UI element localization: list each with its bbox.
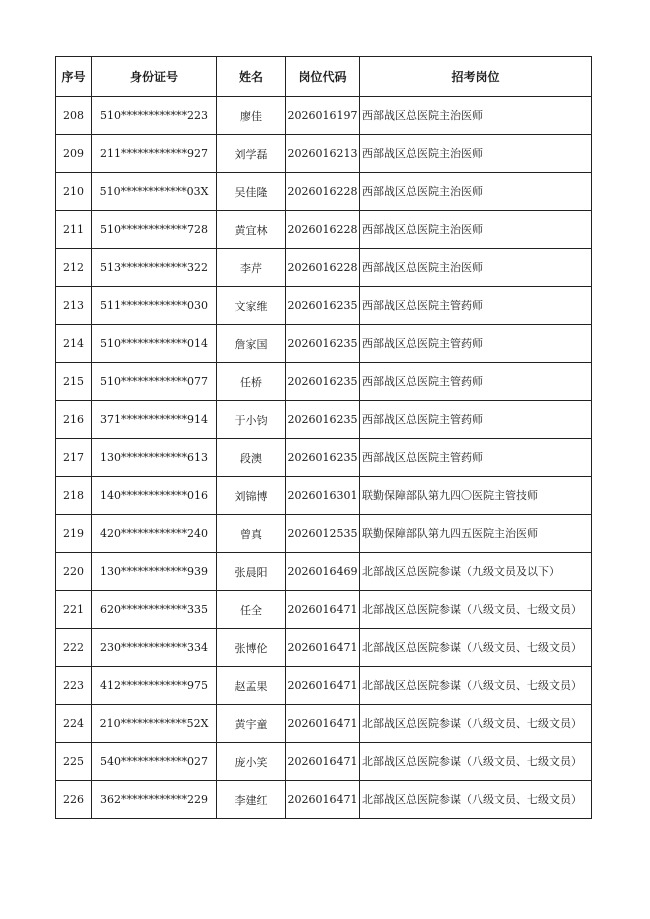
- table-header-row: [56, 57, 592, 97]
- cell-id-number: 510************03X: [92, 173, 217, 211]
- cell-name: 段澳: [217, 439, 286, 477]
- table-row: [56, 249, 592, 287]
- header-id-number: 身份证号: [92, 57, 217, 97]
- cell-name: 庞小笑: [217, 743, 286, 781]
- cell-post: 西部战区总医院主治医师: [360, 97, 592, 135]
- cell-post-code: 2026016213: [286, 135, 360, 173]
- cell-post: 西部战区总医院主管药师: [360, 287, 592, 325]
- cell-seq: 222: [56, 629, 92, 667]
- cell-post: 西部战区总医院主管药师: [360, 325, 592, 363]
- cell-post-code: 2026016471: [286, 667, 360, 705]
- cell-post-code: 2026016235: [286, 363, 360, 401]
- table-row: [56, 781, 592, 819]
- cell-name: 刘学磊: [217, 135, 286, 173]
- cell-seq: 219: [56, 515, 92, 553]
- cell-id-number: 371************914: [92, 401, 217, 439]
- cell-name: 李建红: [217, 781, 286, 819]
- candidate-table: [55, 56, 592, 819]
- cell-post-code: 2026016197: [286, 97, 360, 135]
- cell-post: 西部战区总医院主治医师: [360, 173, 592, 211]
- cell-post-code: 2026016235: [286, 287, 360, 325]
- cell-seq: 215: [56, 363, 92, 401]
- cell-post: 西部战区总医院主管药师: [360, 401, 592, 439]
- cell-post: 西部战区总医院主治医师: [360, 249, 592, 287]
- cell-name: 黄宜林: [217, 211, 286, 249]
- cell-name: 廖佳: [217, 97, 286, 135]
- cell-seq: 209: [56, 135, 92, 173]
- cell-id-number: 510************014: [92, 325, 217, 363]
- cell-name: 任桥: [217, 363, 286, 401]
- cell-id-number: 540************027: [92, 743, 217, 781]
- cell-id-number: 510************077: [92, 363, 217, 401]
- cell-id-number: 130************939: [92, 553, 217, 591]
- cell-post-code: 2026016235: [286, 401, 360, 439]
- cell-post-code: 2026016235: [286, 439, 360, 477]
- cell-id-number: 511************030: [92, 287, 217, 325]
- cell-post-code: 2026016471: [286, 781, 360, 819]
- cell-name: 张博伦: [217, 629, 286, 667]
- cell-post: 北部战区总医院参谋（八级文员、七级文员）: [360, 629, 592, 667]
- cell-post: 北部战区总医院参谋（八级文员、七级文员）: [360, 705, 592, 743]
- cell-post: 联勤保障部队第九四〇医院主管技师: [360, 477, 592, 515]
- cell-seq: 211: [56, 211, 92, 249]
- cell-name: 李芹: [217, 249, 286, 287]
- cell-post-code: 2026016471: [286, 591, 360, 629]
- cell-id-number: 510************223: [92, 97, 217, 135]
- cell-name: 吴佳隆: [217, 173, 286, 211]
- cell-seq: 212: [56, 249, 92, 287]
- cell-post: 西部战区总医院主治医师: [360, 211, 592, 249]
- table-row: [56, 439, 592, 477]
- cell-id-number: 412************975: [92, 667, 217, 705]
- table-row: [56, 705, 592, 743]
- cell-id-number: 420************240: [92, 515, 217, 553]
- cell-post: 西部战区总医院主管药师: [360, 363, 592, 401]
- cell-id-number: 140************016: [92, 477, 217, 515]
- cell-post-code: 2026016301: [286, 477, 360, 515]
- cell-seq: 223: [56, 667, 92, 705]
- header-post-code: 岗位代码: [286, 57, 360, 97]
- cell-id-number: 230************334: [92, 629, 217, 667]
- cell-seq: 208: [56, 97, 92, 135]
- table-row: [56, 135, 592, 173]
- table-row: [56, 401, 592, 439]
- table-row: [56, 211, 592, 249]
- table-row: [56, 743, 592, 781]
- cell-seq: 225: [56, 743, 92, 781]
- cell-name: 黄宇童: [217, 705, 286, 743]
- cell-seq: 226: [56, 781, 92, 819]
- cell-seq: 221: [56, 591, 92, 629]
- cell-seq: 220: [56, 553, 92, 591]
- cell-post-code: 2026016471: [286, 705, 360, 743]
- header-name: 姓名: [217, 57, 286, 97]
- table-row: [56, 97, 592, 135]
- cell-id-number: 513************322: [92, 249, 217, 287]
- cell-post-code: 2026016471: [286, 743, 360, 781]
- table-row: [56, 477, 592, 515]
- cell-post-code: 2026016471: [286, 629, 360, 667]
- cell-seq: 214: [56, 325, 92, 363]
- cell-post-code: 2026012535: [286, 515, 360, 553]
- cell-name: 詹家国: [217, 325, 286, 363]
- cell-post: 北部战区总医院参谋（八级文员、七级文员）: [360, 667, 592, 705]
- cell-post-code: 2026016235: [286, 325, 360, 363]
- cell-id-number: 211************927: [92, 135, 217, 173]
- table-row: [56, 667, 592, 705]
- cell-id-number: 510************728: [92, 211, 217, 249]
- cell-post-code: 2026016228: [286, 249, 360, 287]
- cell-post: 西部战区总医院主治医师: [360, 135, 592, 173]
- cell-name: 张晨阳: [217, 553, 286, 591]
- table-row: [56, 325, 592, 363]
- cell-id-number: 130************613: [92, 439, 217, 477]
- header-post: 招考岗位: [360, 57, 592, 97]
- cell-id-number: 210************52X: [92, 705, 217, 743]
- cell-id-number: 620************335: [92, 591, 217, 629]
- cell-name: 赵孟果: [217, 667, 286, 705]
- cell-name: 于小钧: [217, 401, 286, 439]
- cell-post: 联勤保障部队第九四五医院主治医师: [360, 515, 592, 553]
- header-seq: 序号: [56, 57, 92, 97]
- table-row: [56, 629, 592, 667]
- cell-post-code: 2026016228: [286, 211, 360, 249]
- cell-post: 西部战区总医院主管药师: [360, 439, 592, 477]
- cell-post: 北部战区总医院参谋（八级文员、七级文员）: [360, 781, 592, 819]
- cell-id-number: 362************229: [92, 781, 217, 819]
- table-row: [56, 591, 592, 629]
- table-row: [56, 363, 592, 401]
- table-row: [56, 553, 592, 591]
- cell-post: 北部战区总医院参谋（八级文员、七级文员）: [360, 591, 592, 629]
- cell-seq: 217: [56, 439, 92, 477]
- cell-post: 北部战区总医院参谋（八级文员、七级文员）: [360, 743, 592, 781]
- cell-seq: 210: [56, 173, 92, 211]
- cell-post: 北部战区总医院参谋（九级文员及以下）: [360, 553, 592, 591]
- cell-seq: 224: [56, 705, 92, 743]
- table-row: [56, 515, 592, 553]
- cell-post-code: 2026016469: [286, 553, 360, 591]
- cell-name: 曾真: [217, 515, 286, 553]
- table-row: [56, 173, 592, 211]
- cell-name: 任全: [217, 591, 286, 629]
- cell-post-code: 2026016228: [286, 173, 360, 211]
- cell-seq: 218: [56, 477, 92, 515]
- cell-seq: 213: [56, 287, 92, 325]
- cell-name: 刘锦博: [217, 477, 286, 515]
- cell-name: 文家维: [217, 287, 286, 325]
- cell-seq: 216: [56, 401, 92, 439]
- table-row: [56, 287, 592, 325]
